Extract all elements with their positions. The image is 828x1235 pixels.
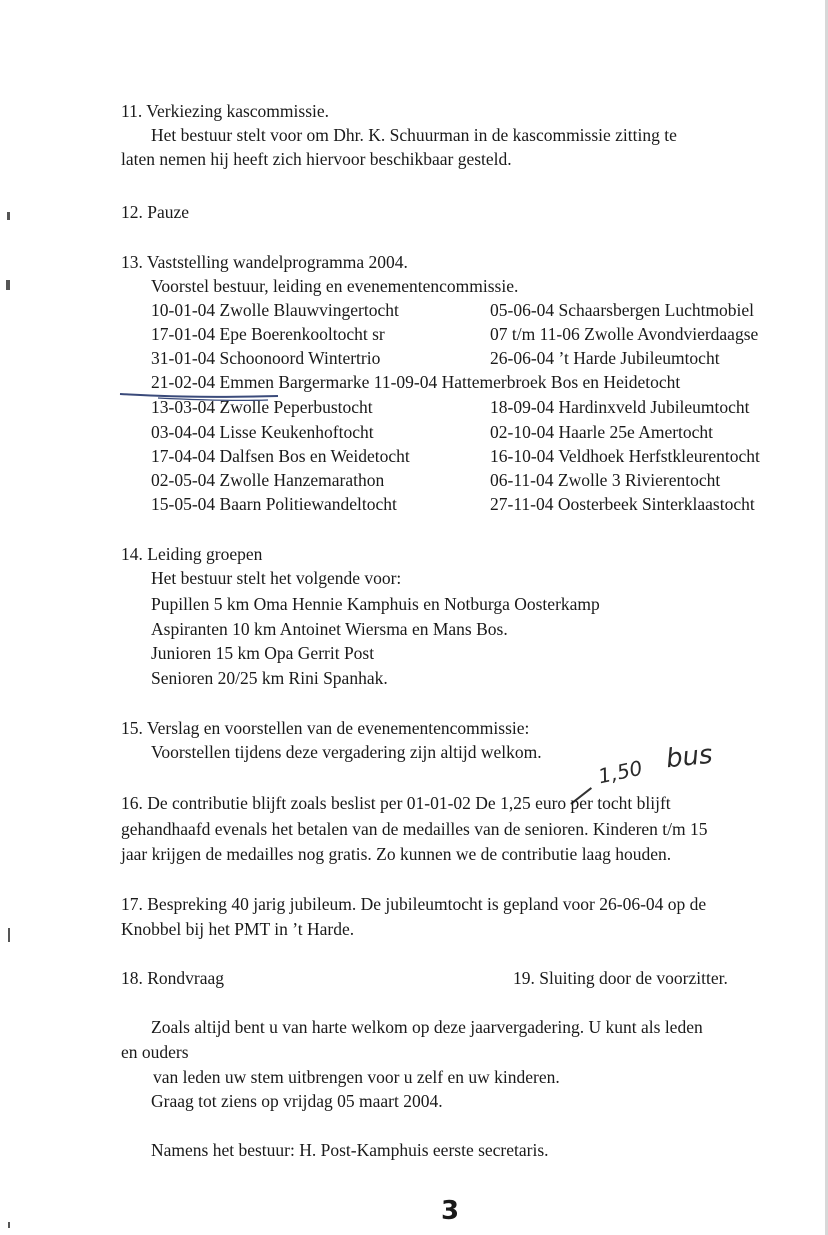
- item-15-text: Voorstellen tijdens deze vergadering zijn altijd welkom.: [151, 742, 542, 762]
- closing-text: Zoals altijd bent u van harte welkom op deze jaarvergadering. U kunt als leden: [151, 1017, 703, 1037]
- program-entry: 03-04-04 Lisse Keukenhoftocht: [151, 422, 374, 442]
- program-entry: 27-11-04 Oosterbeek Sinterklaastocht: [490, 494, 755, 514]
- closing-text: en ouders: [121, 1042, 189, 1062]
- item-17-text: 17. Bespreking 40 jarig jubileum. De jubileumtocht is gepland voor 26-06-04 op de: [121, 894, 707, 914]
- item-11-title: 11. Verkiezing kascommissie.: [121, 101, 330, 121]
- program-entry: 21-02-04 Emmen Bargermarke 11-09-04 Hattemerbroek Bos en Heidetocht: [151, 372, 681, 392]
- group-leader-line: Pupillen 5 km Oma Hennie Kamphuis en Notburga Oosterkamp: [151, 594, 600, 614]
- program-entry: 13-03-04 Zwolle Peperbustocht: [151, 397, 373, 417]
- item-19-title: 19. Sluiting door de voorzitter.: [513, 968, 728, 988]
- closing-text: van leden uw stem uitbrengen voor u zelf en uw kinderen.: [153, 1067, 560, 1087]
- item-15-title: 15. Verslag en voorstellen van de evenementencommissie:: [121, 718, 530, 738]
- program-entry: 02-05-04 Zwolle Hanzemarathon: [151, 470, 385, 490]
- item-12-title: 12. Pauze: [121, 202, 190, 222]
- item-11-text: Het bestuur stelt voor om Dhr. K. Schuurman in de kascommissie zitting te: [151, 125, 677, 145]
- group-leader-line: Junioren 15 km Opa Gerrit Post: [151, 643, 375, 663]
- handwritten-note: bus: [664, 739, 714, 775]
- item-14-intro: Het bestuur stelt het volgende voor:: [151, 568, 402, 588]
- group-leader-line: Aspiranten 10 km Antoinet Wiersma en Mans Bos.: [151, 619, 508, 639]
- handwritten-amount: 1,50: [595, 755, 645, 789]
- signature-line: Namens het bestuur: H. Post-Kamphuis eerste secretaris.: [151, 1140, 549, 1160]
- program-entry: 15-05-04 Baarn Politiewandeltocht: [151, 494, 397, 514]
- margin-speck: [6, 280, 10, 290]
- program-entry: 05-06-04 Schaarsbergen Luchtmobiel: [490, 300, 755, 320]
- page-number: 3: [441, 1196, 461, 1226]
- item-17-text: Knobbel bij het PMT in ’t Harde.: [121, 919, 355, 939]
- program-entry: 07 t/m 11-06 Zwolle Avondvierdaagse: [490, 324, 759, 344]
- program-entry: 17-01-04 Epe Boerenkooltocht sr: [151, 324, 385, 344]
- margin-speck: [7, 212, 10, 220]
- item-11-text: laten nemen hij heeft zich hiervoor beschikbaar gesteld.: [121, 149, 512, 169]
- program-entry: 26-06-04 ’t Harde Jubileumtocht: [490, 348, 720, 368]
- program-entry: 16-10-04 Veldhoek Herfstkleurentocht: [490, 446, 760, 466]
- program-entry: 06-11-04 Zwolle 3 Rivierentocht: [490, 470, 721, 490]
- item-16-text: 16. De contributie blijft zoals beslist per 01-01-02 De 1,25 euro per tocht blijft: [121, 793, 671, 813]
- item-18-title: 18. Rondvraag: [121, 968, 225, 988]
- margin-speck: [8, 1222, 10, 1228]
- program-entry: 18-09-04 Hardinxveld Jubileumtocht: [490, 397, 750, 417]
- program-entry: 10-01-04 Zwolle Blauwvingertocht: [151, 300, 399, 320]
- closing-text: Graag tot ziens op vrijdag 05 maart 2004.: [151, 1091, 443, 1111]
- margin-speck: [8, 928, 10, 942]
- item-13-intro: Voorstel bestuur, leiding en evenementencommissie.: [151, 276, 519, 296]
- program-entry: 17-04-04 Dalfsen Bos en Weidetocht: [151, 446, 410, 466]
- item-16-text: jaar krijgen de medailles nog gratis. Zo kunnen we de contributie laag houden.: [121, 844, 672, 864]
- program-entry: 31-01-04 Schoonoord Wintertrio: [151, 348, 381, 368]
- item-14-title: 14. Leiding groepen: [121, 544, 263, 564]
- pen-stroke: [118, 388, 288, 408]
- item-13-title: 13. Vaststelling wandelprogramma 2004.: [121, 252, 408, 272]
- item-16-text: gehandhaafd evenals het betalen van de medailles van de senioren. Kinderen t/m 15: [121, 819, 708, 839]
- group-leader-line: Senioren 20/25 km Rini Spanhak.: [151, 668, 388, 688]
- program-entry: 02-10-04 Haarle 25e Amertocht: [490, 422, 714, 442]
